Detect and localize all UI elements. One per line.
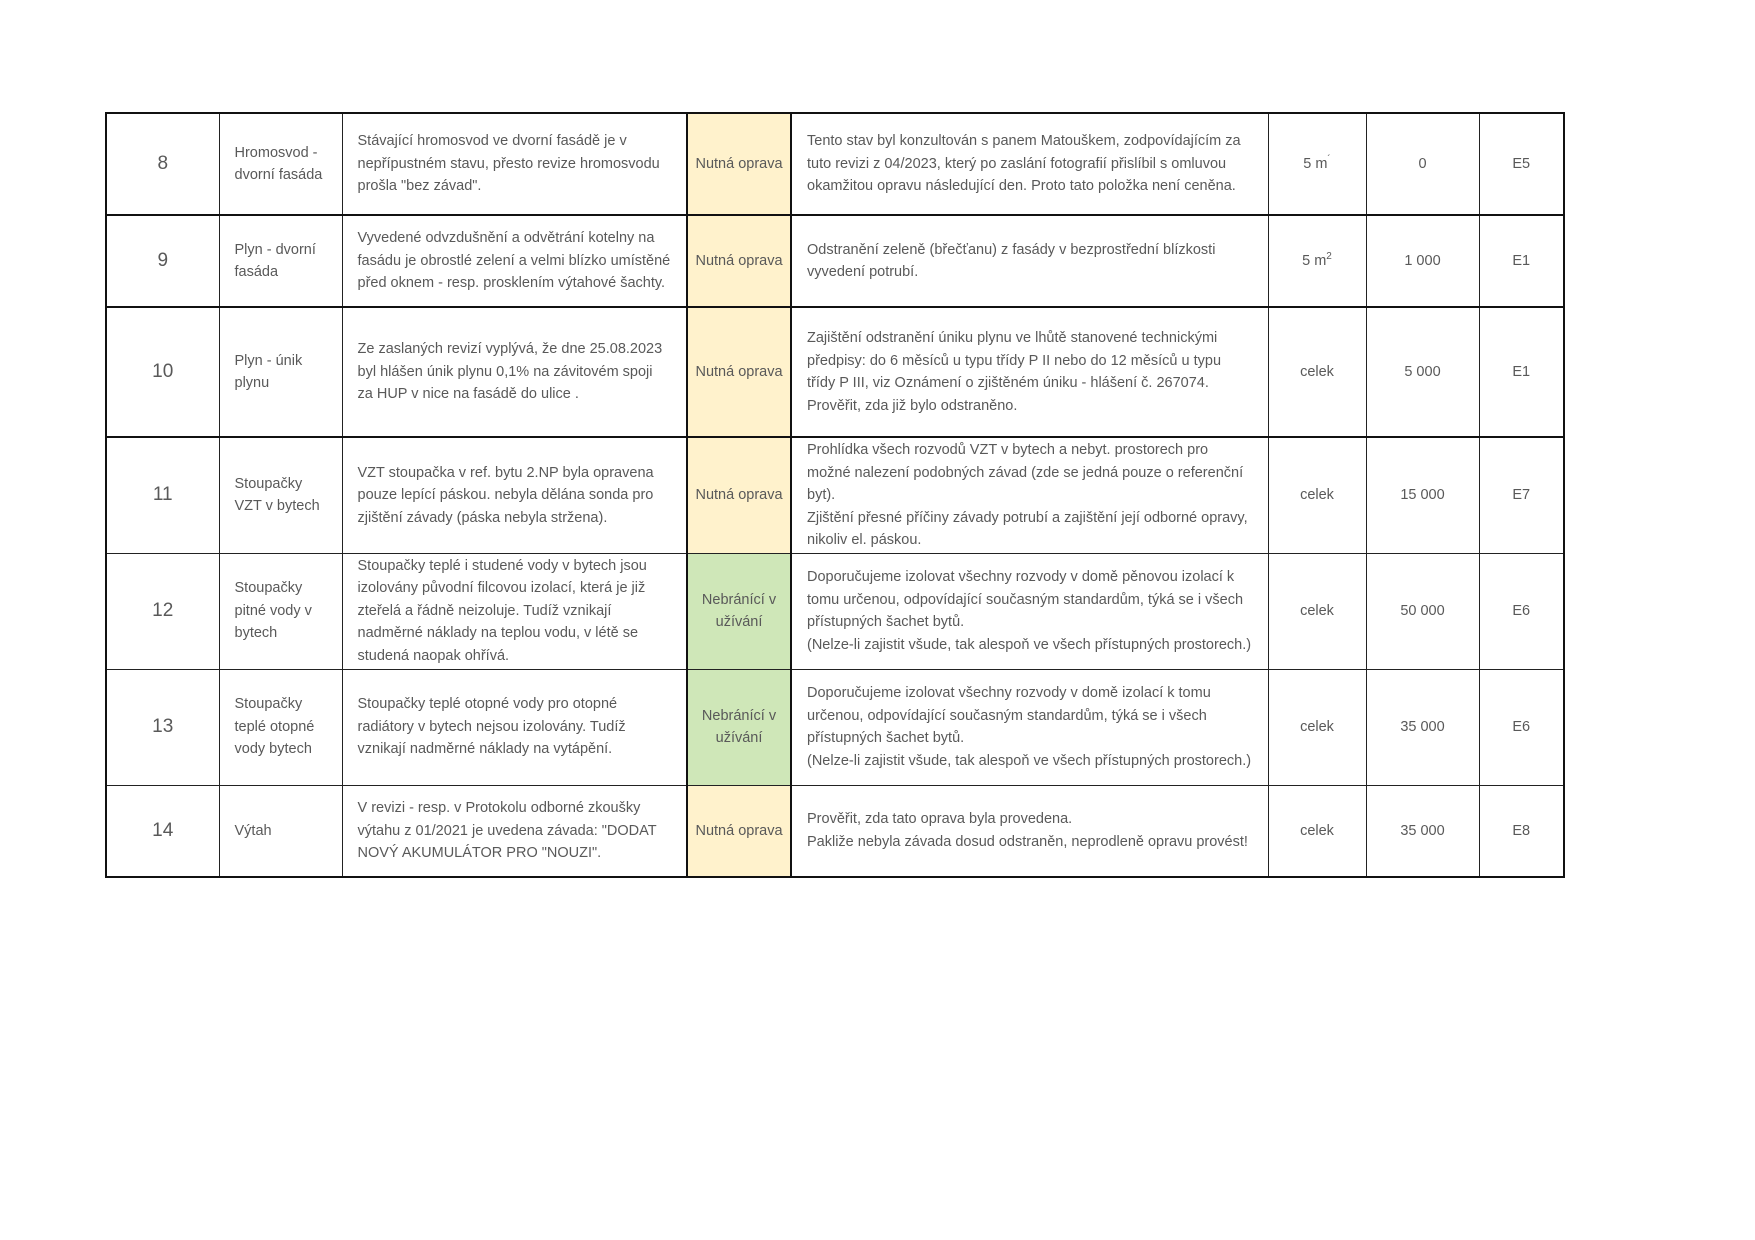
status-cell: Nebránící v užívání xyxy=(687,669,791,785)
remedy-description: Doporučujeme izolovat všechny rozvody v domě izolací k tomu určenou, odpovídající současným standardům, týká se i všech přístupných šachet bytů. (Nelze-li zajistit všude, tak alespoň ve všech přístupných prostorech.) xyxy=(791,669,1268,785)
row-number: 14 xyxy=(106,785,219,877)
price-cell: 35 000 xyxy=(1366,669,1479,785)
quantity-value: 5 m xyxy=(1302,252,1327,269)
row-number: 11 xyxy=(106,437,219,553)
defect-description: VZT stoupačka v ref. bytu 2.NP byla opravena pouze lepící páskou. nebyla dělána sonda pro zjištění závady (páska nebyla stržena). xyxy=(342,437,687,553)
code-cell: E7 xyxy=(1479,437,1564,553)
row-number: 10 xyxy=(106,307,219,437)
quantity-value: 5 m xyxy=(1303,155,1328,172)
table-row xyxy=(106,307,1564,437)
status-cell: Nutná oprava xyxy=(687,437,791,553)
quantity-value: celek xyxy=(1300,822,1334,839)
remedy-description: Prohlídka všech rozvodů VZT v bytech a nebyt. prostorech pro možné nalezení podobných závad (zde se jedná pouze o referenční byt). Zjištění přesné příčiny závady potrubí a zajištění její odborné opravy, nikoliv el. páskou. xyxy=(791,437,1268,553)
price-cell: 1 000 xyxy=(1366,215,1479,307)
code-cell: E1 xyxy=(1479,215,1564,307)
remedy-description: Zajištění odstranění úniku plynu ve lhůtě stanovené technickými předpisy: do 6 měsíců u typu třídy P II nebo do 12 měsíců u typu třídy P III, viz Oznámení o zjištěném úniku - hlášení č. 267074. Prověřit, zda již bylo odstraněno. xyxy=(791,307,1268,437)
table-row xyxy=(106,553,1564,669)
row-number: 13 xyxy=(106,669,219,785)
table-row xyxy=(106,437,1564,553)
remedy-description: Doporučujeme izolovat všechny rozvody v domě pěnovou izolací k tomu určenou, odpovídající současným standardům, týká se i všech přístupných šachet bytů. (Nelze-li zajistit všude, tak alespoň ve všech přístupných prostorech.) xyxy=(791,553,1268,669)
quantity-cell xyxy=(1268,553,1366,669)
code-cell: E6 xyxy=(1479,669,1564,785)
item-name: Stoupačky VZT v bytech xyxy=(219,437,342,553)
item-name: Plyn - dvorní fasáda xyxy=(219,215,342,307)
item-name: Stoupačky pitné vody v bytech xyxy=(219,553,342,669)
remedy-description: Prověřit, zda tato oprava byla provedena. Pakliže nebyla závada dosud odstraněn, neprodleně opravu provést! xyxy=(791,785,1268,877)
status-cell: Nebránící v užívání xyxy=(687,553,791,669)
status-cell: Nutná oprava xyxy=(687,785,791,877)
item-name: Plyn - únik plynu xyxy=(219,307,342,437)
table-row xyxy=(106,215,1564,307)
defect-description: Stoupačky teplé i studené vody v bytech jsou izolovány původní filcovou izolací, která je již zteřelá a řádně neizoluje. Tudíž vznikají nadměrné náklady na teplou vodu, v létě se studená naopak ohřívá. xyxy=(342,553,687,669)
table-row xyxy=(106,785,1564,877)
defects-table xyxy=(105,112,1565,878)
defect-description: Stoupačky teplé otopné vody pro otopné radiátory v bytech nejsou izolovány. Tudíž vznikají nadměrné náklady na vytápění. xyxy=(342,669,687,785)
defect-description: Vyvedené odvzdušnění a odvětrání kotelny na fasádu je obrostlé zelení a velmi blízko umístěné před oknem - resp. prosklením výtahové šachty. xyxy=(342,215,687,307)
defect-description: Ze zaslaných revizí vyplývá, že dne 25.08.2023 byl hlášen únik plynu 0,1% na závitovém spoji za HUP v nice na fasádě do ulice . xyxy=(342,307,687,437)
price-cell: 0 xyxy=(1366,113,1479,215)
quantity-cell xyxy=(1268,785,1366,877)
status-cell: Nutná oprava xyxy=(687,215,791,307)
status-cell: Nutná oprava xyxy=(687,113,791,215)
quantity-value: celek xyxy=(1300,363,1334,380)
status-cell: Nutná oprava xyxy=(687,307,791,437)
quantity-cell xyxy=(1268,307,1366,437)
quantity-cell xyxy=(1268,113,1366,215)
item-name: Stoupačky teplé otopné vody bytech xyxy=(219,669,342,785)
quantity-value: celek xyxy=(1300,487,1334,503)
quantity-cell xyxy=(1268,215,1366,307)
code-cell: E6 xyxy=(1479,553,1564,669)
remedy-description: Tento stav byl konzultován s panem Matouškem, zodpovídajícím za tuto revizi z 04/2023, který po zaslání fotografií přislíbil s omluvou okamžitou opravu následující den. Proto tato položka není ceněna. xyxy=(791,113,1268,215)
code-cell: E5 xyxy=(1479,113,1564,215)
price-cell: 50 000 xyxy=(1366,553,1479,669)
quantity-unit-superscript: 2 xyxy=(1326,250,1332,262)
item-name: Výtah xyxy=(219,785,342,877)
quantity-cell xyxy=(1268,437,1366,553)
price-cell: 15 000 xyxy=(1366,437,1479,553)
code-cell: E1 xyxy=(1479,307,1564,437)
price-cell: 5 000 xyxy=(1366,307,1479,437)
item-name: Hromosvod - dvorní fasáda xyxy=(219,113,342,215)
quantity-unit-superscript: ´ xyxy=(1327,153,1331,165)
row-number: 12 xyxy=(106,553,219,669)
row-number: 8 xyxy=(106,113,219,215)
defect-description: V revizi - resp. v Protokolu odborné zkoušky výtahu z 01/2021 je uvedena závada: "DODAT NOVÝ AKUMULÁTOR PRO "NOUZI". xyxy=(342,785,687,877)
table-row xyxy=(106,113,1564,215)
quantity-value: celek xyxy=(1300,718,1334,735)
defect-description: Stávající hromosvod ve dvorní fasádě je v nepřípustném stavu, přesto revize hromosvodu prošla "bez závad". xyxy=(342,113,687,215)
row-number: 9 xyxy=(106,215,219,307)
quantity-cell xyxy=(1268,669,1366,785)
code-cell: E8 xyxy=(1479,785,1564,877)
table-row xyxy=(106,669,1564,785)
remedy-description: Odstranění zeleně (břečťanu) z fasády v bezprostřední blízkosti vyvedení potrubí. xyxy=(791,215,1268,307)
price-cell: 35 000 xyxy=(1366,785,1479,877)
quantity-value: celek xyxy=(1300,602,1334,619)
